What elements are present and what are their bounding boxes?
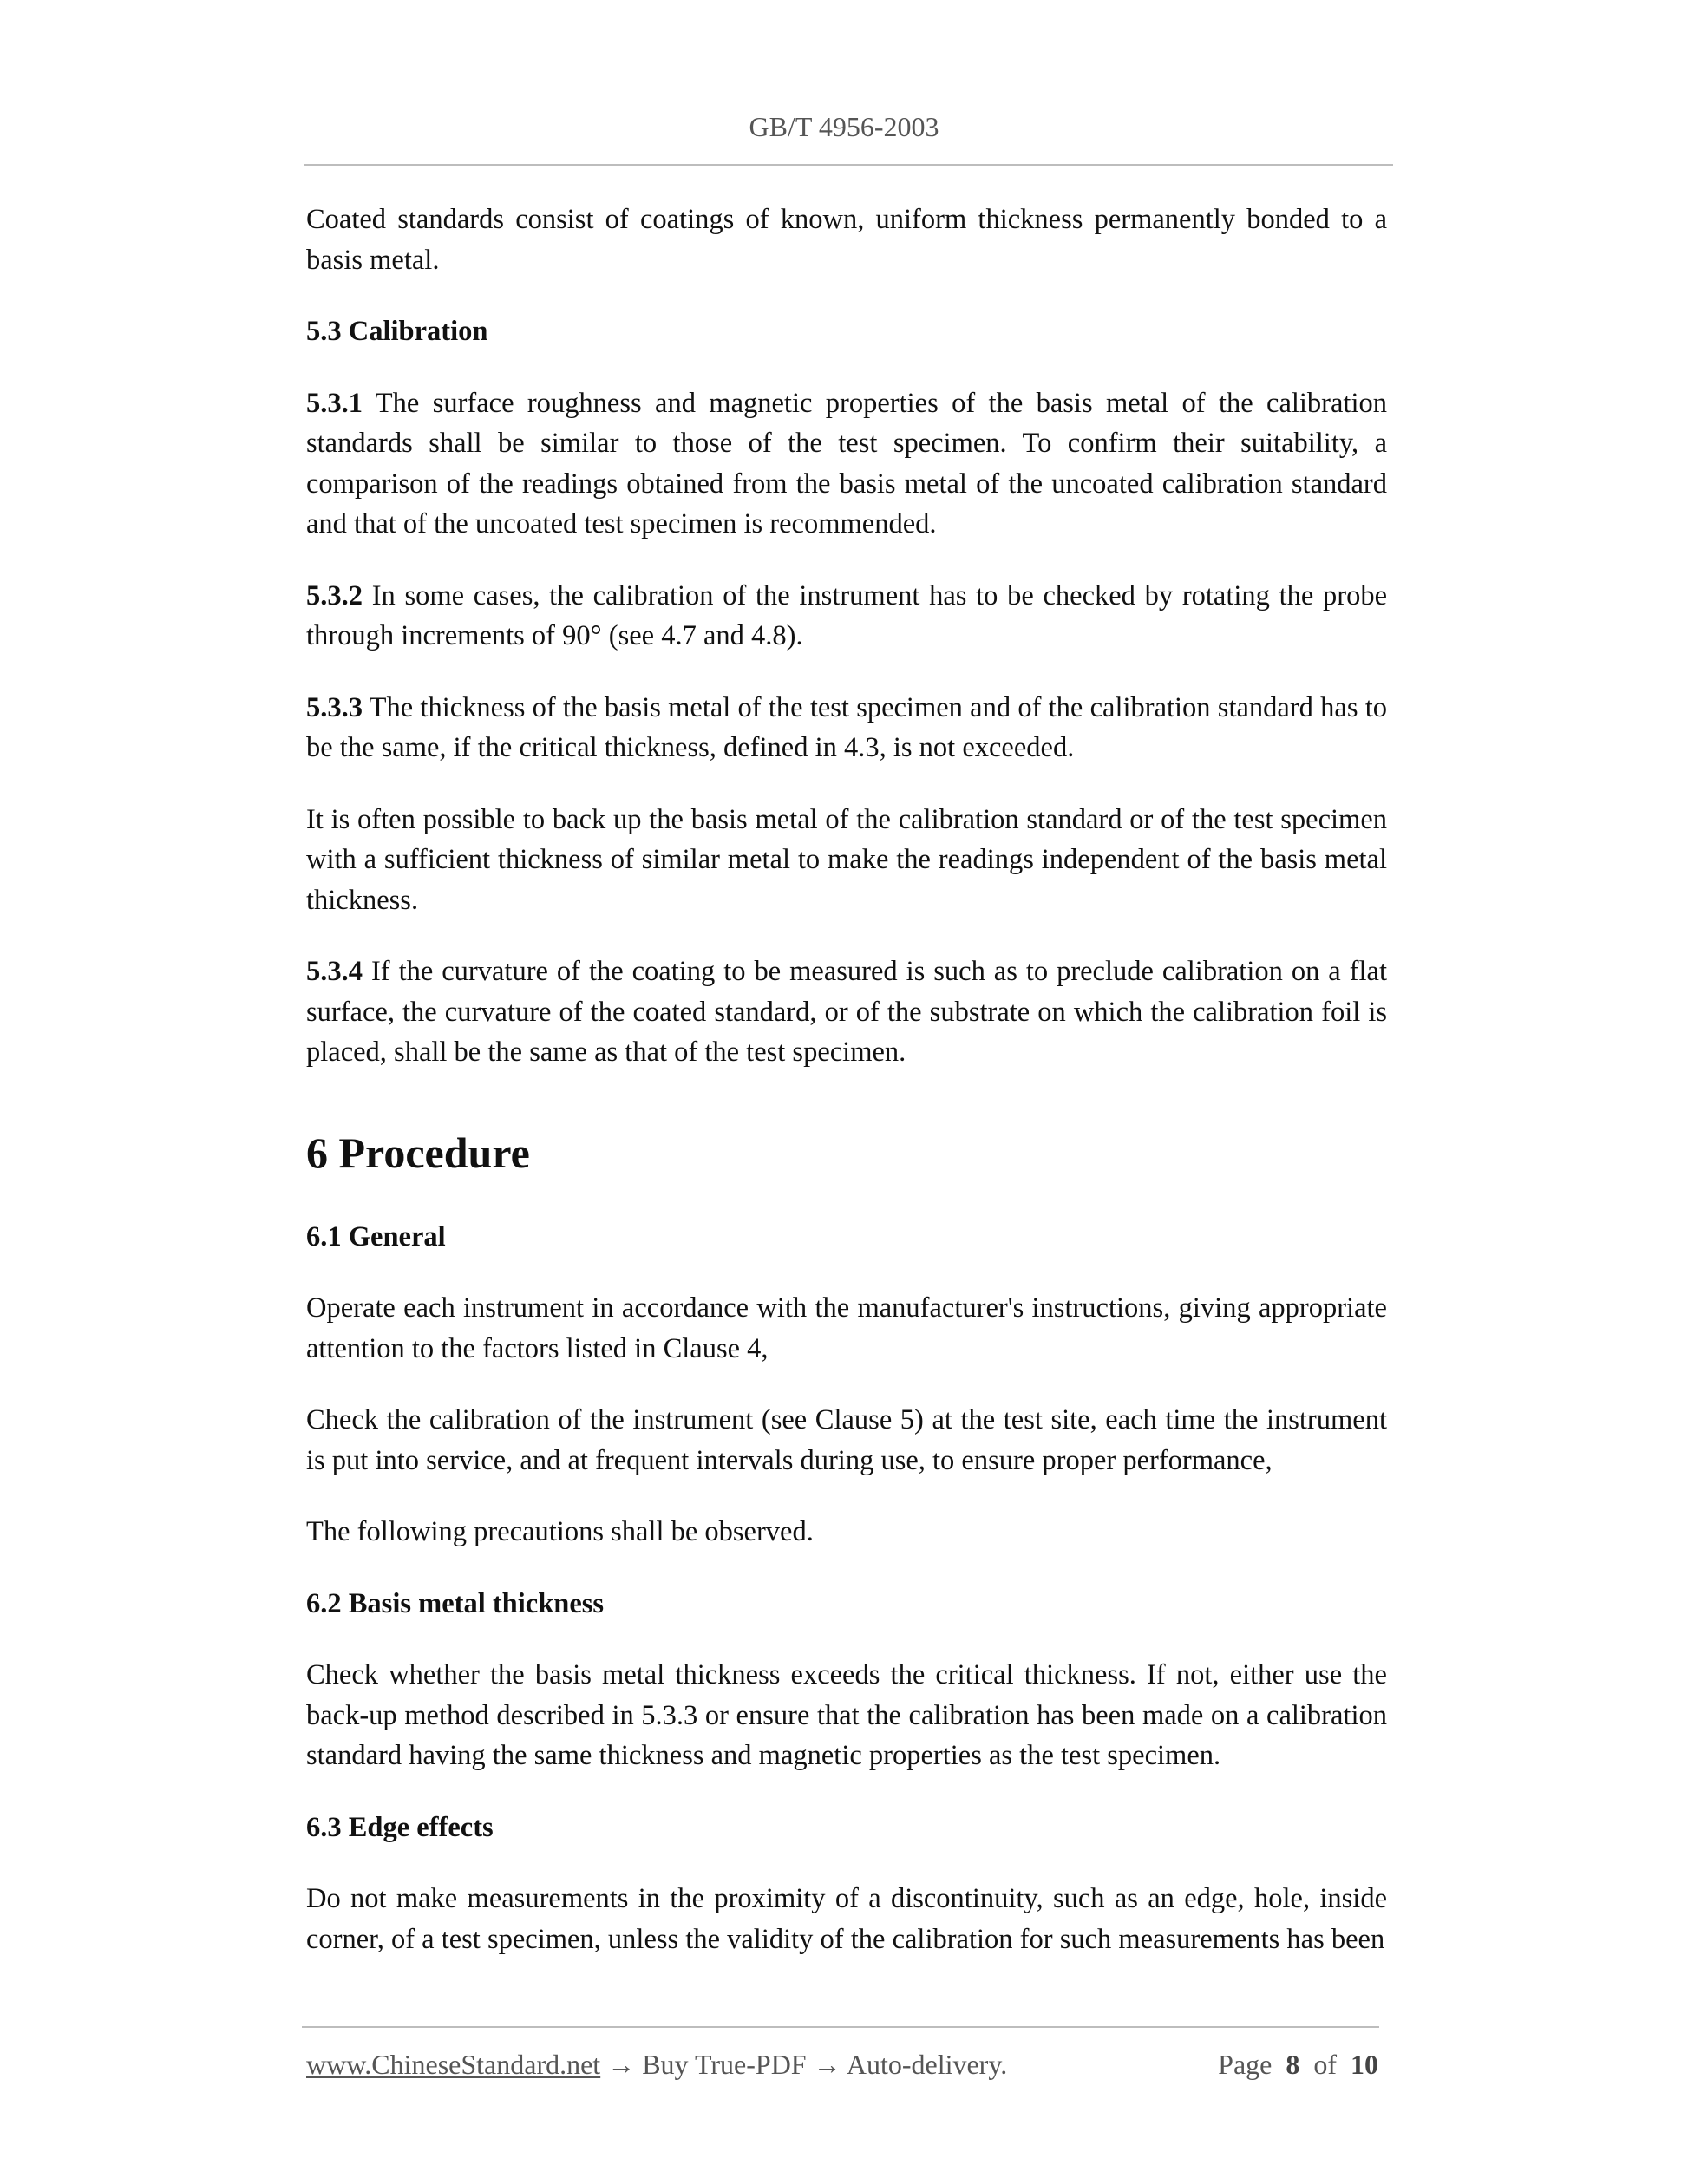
clause-6-3-paragraph: Do not make measurements in the proximity of a discontinuity, such as an edge, hole, inside corner, of a test specimen, unless the validity of the calibration for such measurements has been bbox=[306, 1883, 1387, 1955]
footer-promo bbox=[306, 2045, 1007, 2083]
heading-6-3-edge-effects: 6.3 Edge effects bbox=[306, 1811, 494, 1843]
footer-tagline: → Buy True-PDF → Auto-delivery. bbox=[600, 2049, 1008, 2080]
clause-5-3-3-paragraph-2: It is often possible to back up the basis metal of the calibration standard or of the test specimen with a sufficient thickness of similar metal to make the readings independent of the basis metal thickness. bbox=[306, 803, 1387, 916]
clause-number: 5.3.1 bbox=[306, 387, 363, 419]
clause-5-3-3 bbox=[306, 688, 1387, 768]
clause-text: In some cases, the calibration of the instrument has to be checked by rotating the probe through increments of 90° (see 4.7 and 4.8). bbox=[306, 579, 1387, 651]
clause-5-3-4 bbox=[306, 951, 1387, 1073]
heading-5-3-calibration: 5.3 Calibration bbox=[306, 316, 488, 347]
page-indicator bbox=[1218, 2045, 1378, 2083]
clause-number: 5.3.3 bbox=[306, 691, 363, 723]
clause-number: 5.3.4 bbox=[306, 956, 363, 987]
clause-text: The thickness of the basis metal of the test specimen and of the calibration standard has to be the same, if the critical thickness, defined in 4.3, is not exceeded. bbox=[306, 691, 1387, 763]
clause-6-1-paragraph-3: The following precautions shall be observed. bbox=[306, 1516, 814, 1547]
total-page-count: 10 bbox=[1351, 2049, 1378, 2080]
clause-5-3-2 bbox=[306, 576, 1387, 657]
clause-text: The surface roughness and magnetic properties of the basis metal of the calibration standards shall be similar to those of the test specimen. To confirm their suitability, a comparison of the readings obtained from the basis metal of the uncoated calibration standard and that of the uncoated test specimen is recommended. bbox=[306, 387, 1387, 539]
clause-6-2-paragraph: Check whether the basis metal thickness exceeds the critical thickness. If not, either use the back-up method described in 5.3.3 or ensure that the calibration has been made on a calibration standard having the same thickness and magnetic properties as the test specimen. bbox=[306, 1659, 1387, 1771]
clause-6-1-paragraph-1: Operate each instrument in accordance with the manufacturer's instructions, giving appropriate attention to the factors listed in Clause 4, bbox=[306, 1292, 1387, 1364]
page-of-label: of bbox=[1313, 2049, 1337, 2080]
clause-text: If the curvature of the coating to be measured is such as to preclude calibration on a flat surface, the curvature of the coated standard, or of the substrate on which the calibration foil is placed, shall be the same as that of the test specimen. bbox=[306, 956, 1387, 1068]
page-label: Page bbox=[1218, 2049, 1273, 2080]
heading-6-1-general: 6.1 General bbox=[306, 1220, 446, 1252]
heading-6-procedure: 6 Procedure bbox=[306, 1128, 530, 1177]
clause-5-3-1 bbox=[306, 383, 1387, 545]
heading-6-2-basis-metal-thickness: 6.2 Basis metal thickness bbox=[306, 1587, 605, 1619]
document-header: GB/T 4956-2003 bbox=[749, 111, 939, 142]
clause-number: 5.3.2 bbox=[306, 579, 363, 611]
website-link[interactable]: www.ChineseStandard.net bbox=[306, 2049, 601, 2080]
clause-6-1-paragraph-2: Check the calibration of the instrument (see Clause 5) at the test site, each time the instrument is put into service, and at frequent intervals during use, to ensure proper performance, bbox=[306, 1404, 1387, 1476]
current-page-number: 8 bbox=[1286, 2049, 1300, 2080]
intro-paragraph: Coated standards consist of coatings of known, uniform thickness permanently bonded to a basis metal. bbox=[306, 204, 1387, 276]
footer-divider bbox=[302, 2026, 1379, 2028]
header-divider bbox=[304, 164, 1393, 166]
page-body bbox=[306, 199, 1387, 1959]
